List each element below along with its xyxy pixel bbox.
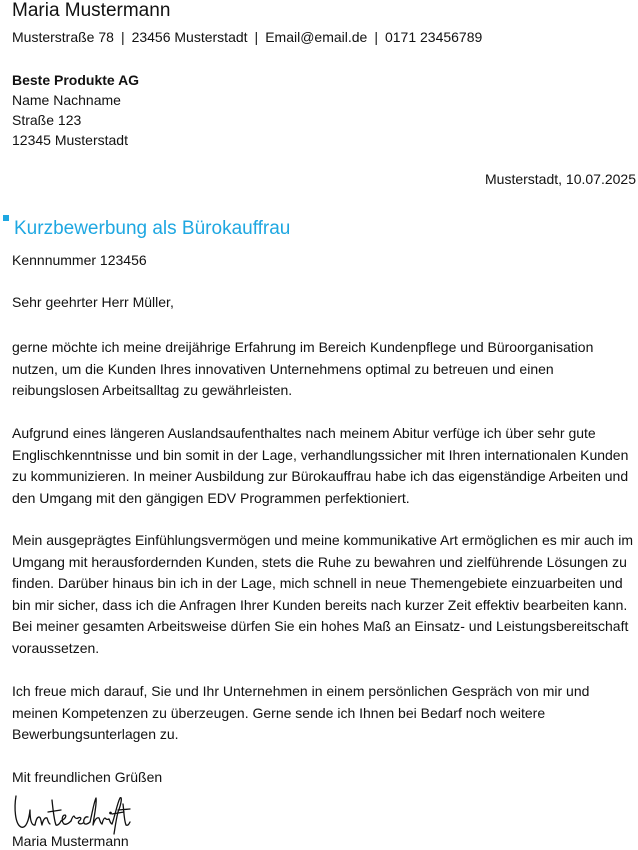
- recipient-street: Straße 123: [12, 112, 82, 128]
- closing-phrase: Mit freundlichen Grüßen: [12, 769, 163, 785]
- letter-date: Musterstadt, 10.07.2025: [485, 171, 636, 187]
- salutation: Sehr geehrter Herr Müller,: [12, 294, 174, 310]
- recipient-contact: Name Nachname: [12, 92, 121, 108]
- body-paragraph: gerne möchte ich meine dreijährige Erfahrung im Bereich Kundenpflege und Büroorganisation nutzen, um die Kunden Ihres innovativen Unternehmens optimal zu betreuen und einen reibungslosen Arbeitsalltag zu gewährleisten.: [12, 339, 594, 399]
- reference-number: Kennnummer 123456: [12, 252, 147, 268]
- body-paragraph: Ich freue mich darauf, Sie und Ihr Unternehmen in einem persönlichen Gespräch von mir und meinen Kompetenzen zu überzeugen. Gerne sende ich Ihnen bei Bedarf noch weitere Bewerbungsunterlagen zu.: [12, 683, 590, 743]
- sender-city: 23456 Musterstadt: [131, 29, 248, 45]
- separator: |: [120, 29, 125, 45]
- signer-name: Maria Mustermann: [12, 833, 129, 849]
- recipient-company: Beste Produkte AG: [12, 72, 140, 88]
- recipient-address: [12, 70, 139, 150]
- sender-name: Maria Mustermann: [12, 0, 171, 21]
- body-paragraph: Aufgrund eines längeren Auslandsaufenthaltes nach meinem Abitur verfüge ich über sehr gute Englischkenntnisse und bin somit in der Lage, verhandlungssicher mit Ihren internationalen Kunden zu kommunizieren. In meiner Ausbildung zur Bürokauffrau habe ich das eigenständige Arbeiten und den Umgang mit den gängigen EDV Programmen perfektioniert.: [12, 425, 629, 506]
- title-marker-square: [3, 215, 9, 221]
- handwritten-signature: [12, 790, 132, 836]
- sender-contact-line: [12, 28, 482, 46]
- separator: |: [254, 29, 259, 45]
- recipient-city: 12345 Musterstadt: [12, 132, 128, 148]
- sender-phone: 0171 23456789: [384, 29, 483, 45]
- body-paragraph: Mein ausgeprägtes Einfühlungsvermögen und meine kommunikative Art ermöglichen es mir auch im Umgang mit herausfordernden Kunden, stets die Ruhe zu bewahren und zielführende Lösungen zu finden. Darüber hinaus bin ich in der Lage, mich schnell in neue Themengebiete einzuarbeiten und bin mir sicher, dass ich die Anfragen Ihrer Kunden bereits nach kurzer Zeit effektiv bearbeiten kann. Bei meiner gesamten Arbeitsweise dürfen Sie ein hohes Maß an Einsatz- und Leistungsbereitschaft voraussetzen.: [12, 532, 633, 656]
- letter-title: Kurzbewerbung als Bürokauffrau: [14, 218, 291, 239]
- separator: |: [374, 29, 378, 45]
- sender-street: Musterstraße 78: [12, 29, 114, 45]
- sender-email: Email@email.de: [265, 29, 368, 45]
